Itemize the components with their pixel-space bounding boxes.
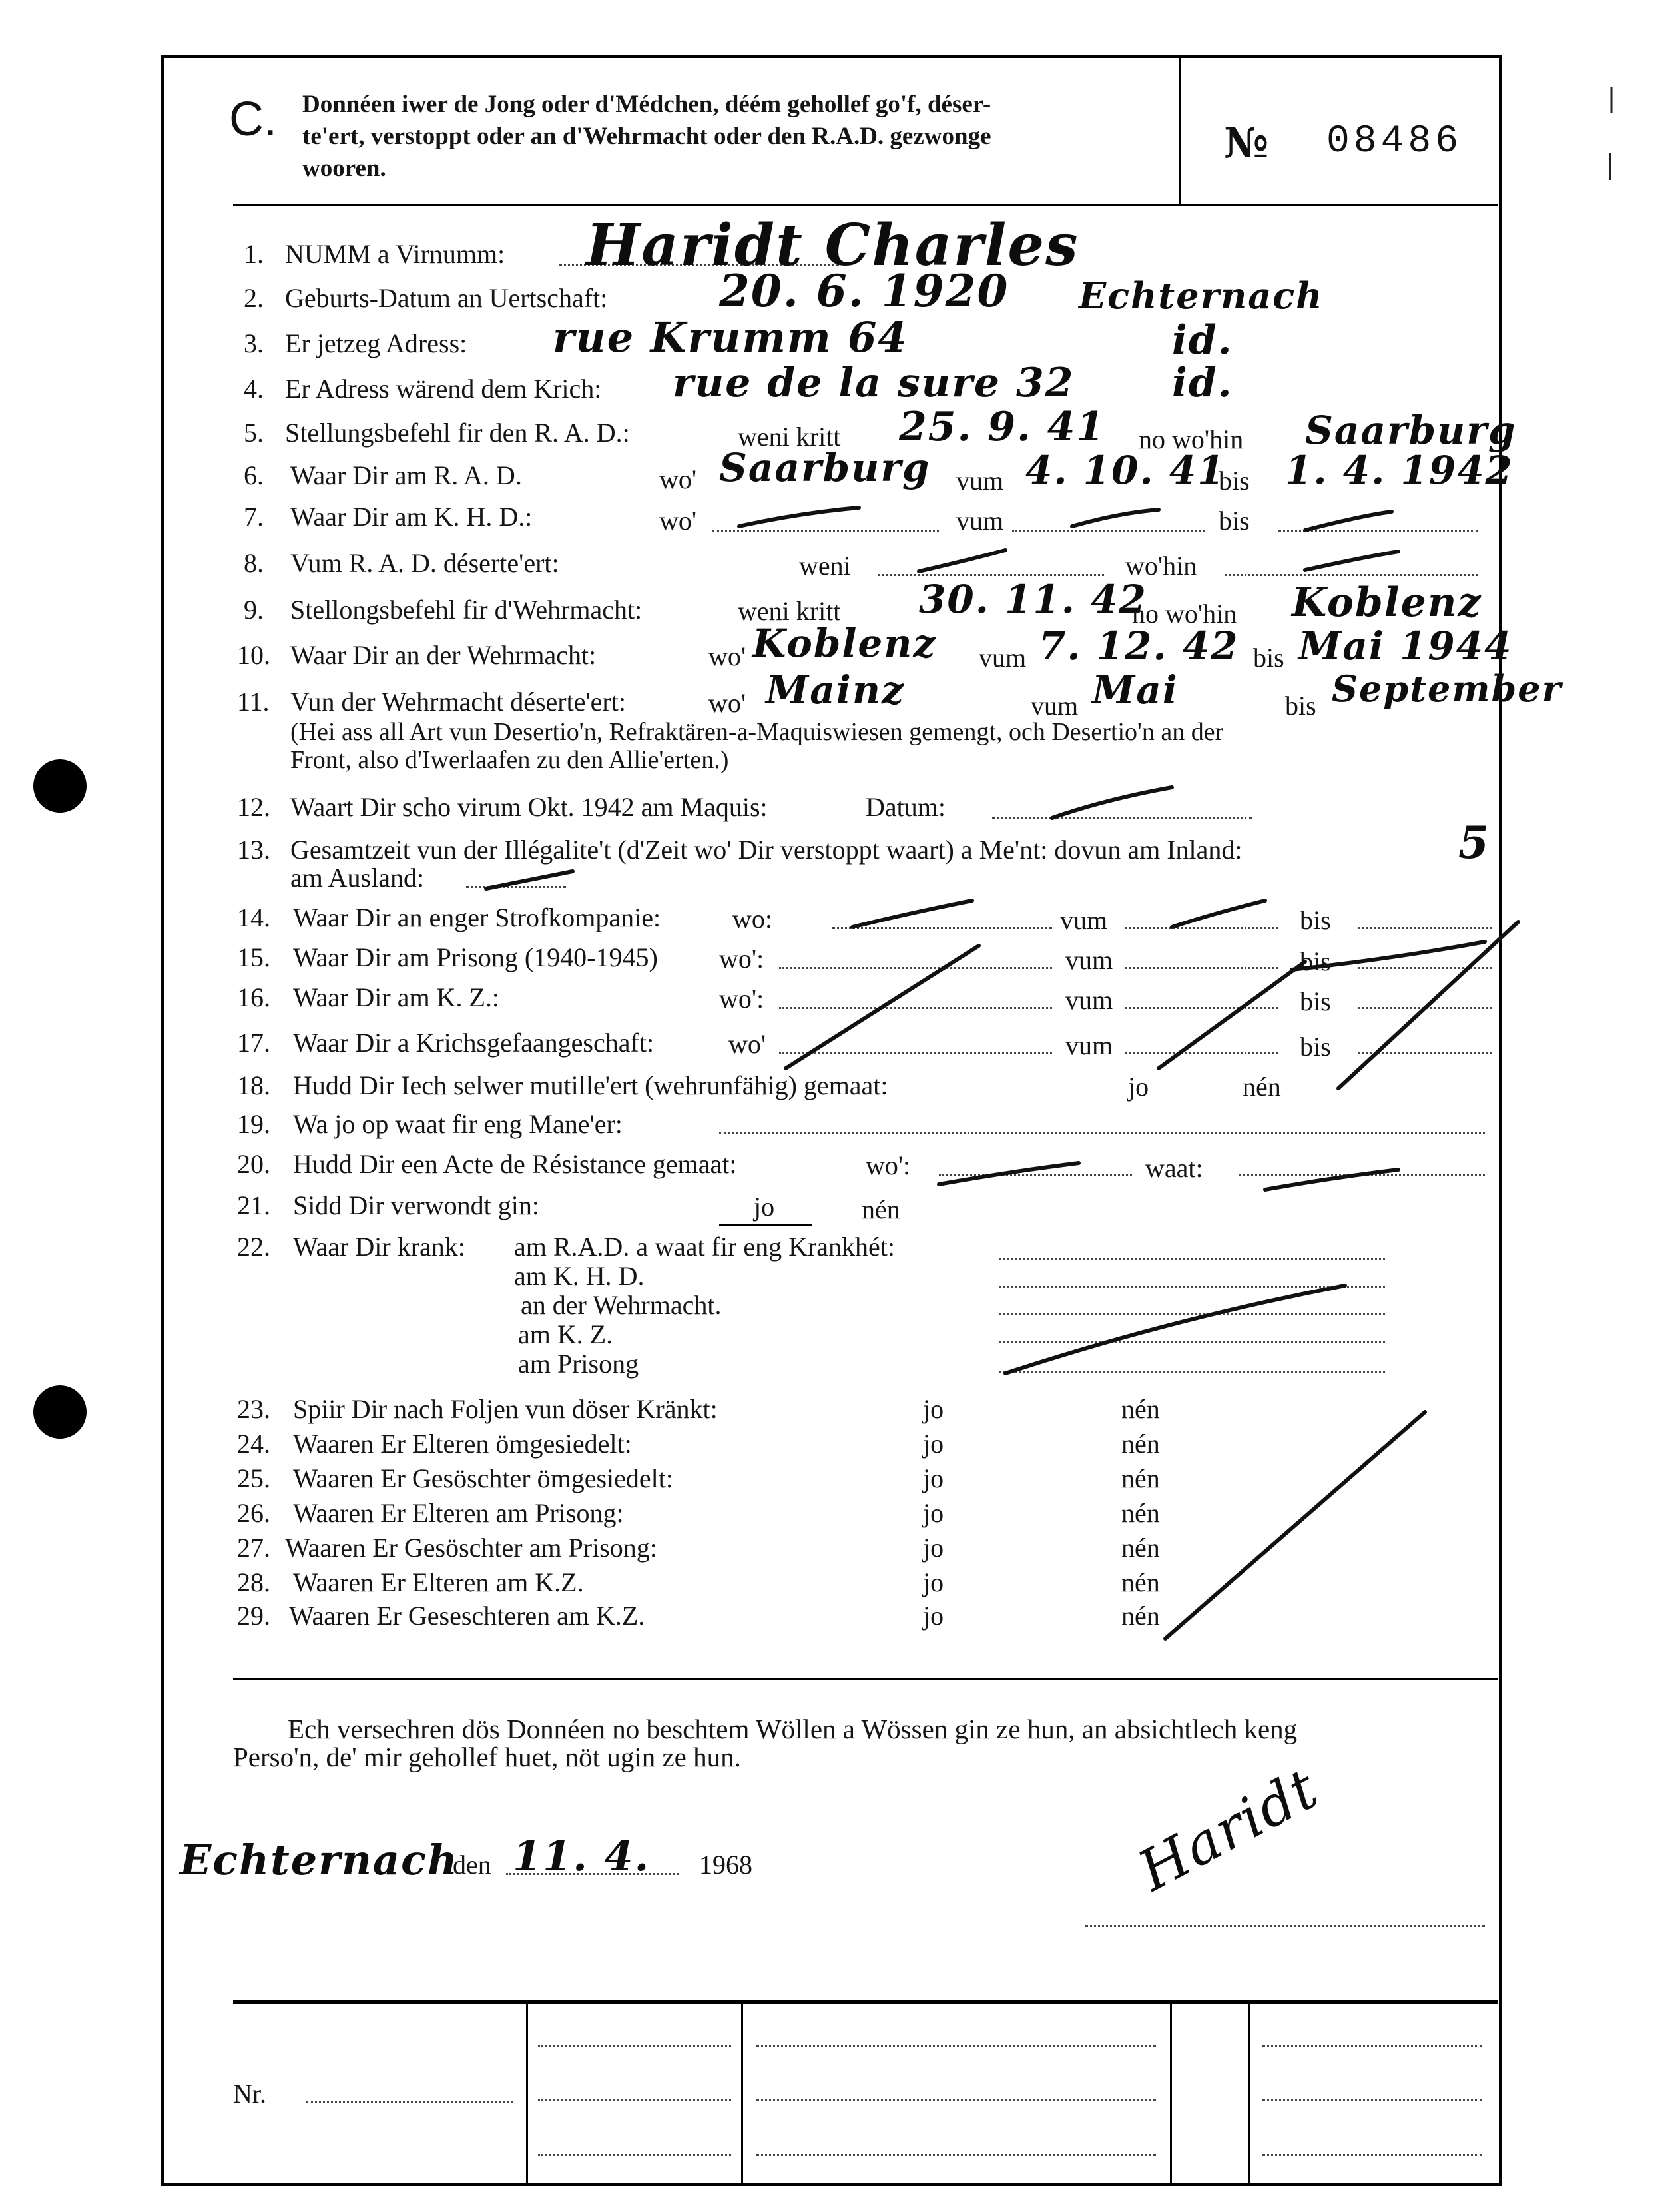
- footer-nr-label: Nr.: [233, 2079, 266, 2109]
- q11-wo-value[interactable]: Mainz: [766, 667, 905, 713]
- q9-wohin-value[interactable]: Koblenz: [1292, 579, 1482, 626]
- q29-jo[interactable]: jo: [923, 1601, 944, 1631]
- q12-stroke: [1052, 787, 1172, 818]
- q11-wo-label: wo': [708, 688, 746, 718]
- q25-label: Waaren Er Gesöschter ömgesiedelt:: [293, 1463, 673, 1493]
- q7-number: 7.: [244, 502, 264, 532]
- q14-17-bis-stroke: [1338, 922, 1518, 1088]
- q13-ausland-stroke: [486, 871, 573, 889]
- q8-wohin-stroke: [1305, 552, 1398, 570]
- q28-label: Waaren Er Elteren am K.Z.: [293, 1567, 584, 1597]
- q1-label: NUMM a Virnumm:: [285, 239, 505, 269]
- form-number: 08486: [1326, 120, 1463, 163]
- q10-label: Waar Dir an der Wehrmacht:: [290, 640, 597, 670]
- q7-wo-label: wo': [659, 506, 697, 536]
- q27-number: 27.: [237, 1533, 270, 1563]
- q2-birth-place[interactable]: Echternach: [1079, 274, 1324, 317]
- q7-vum-label: vum: [956, 506, 1004, 536]
- q23-jo[interactable]: jo: [923, 1394, 944, 1424]
- q18-label: Hudd Dir Iech selwer mutille'ert (wehrunfähig) gemaat:: [293, 1070, 888, 1100]
- q21-number: 21.: [237, 1190, 270, 1220]
- q18-jo[interactable]: jo: [1128, 1072, 1149, 1102]
- q11-number: 11.: [237, 687, 270, 717]
- q15-bis-label: bis: [1300, 946, 1331, 976]
- q9-wohin-label: no wo'hin: [1132, 599, 1237, 629]
- q29-nen[interactable]: nén: [1121, 1601, 1160, 1631]
- q4-wartime-address[interactable]: rue de la sure 32: [673, 360, 1075, 406]
- q22-sub-kz: am K. Z.: [518, 1319, 613, 1349]
- q23-label: Spiir Dir nach Foljen vun döser Kränkt:: [293, 1394, 718, 1424]
- q13-label: Gesamtzeit vun der Illégalite't (d'Zeit wo' Dir verstoppt waart) a Me'nt: dovun am Inland:: [290, 835, 1243, 865]
- q19-number: 19.: [237, 1109, 270, 1139]
- q16-wo-label: wo':: [719, 984, 764, 1014]
- q7-bis-label: bis: [1219, 506, 1250, 536]
- q7-wo-stroke: [739, 508, 859, 526]
- q2-label: Geburts-Datum an Uertschaft:: [285, 283, 608, 313]
- q16-number: 16.: [237, 982, 270, 1012]
- q18-nen[interactable]: nén: [1243, 1072, 1281, 1102]
- q17-wo-label: wo': [728, 1029, 766, 1059]
- q14-wo-label: wo:: [732, 904, 772, 934]
- q14-bis-label: bis: [1300, 905, 1331, 935]
- q14-number: 14.: [237, 903, 270, 932]
- q20-label: Hudd Dir een Acte de Résistance gemaat:: [293, 1149, 737, 1179]
- q6-number: 6.: [244, 460, 264, 490]
- q6-bis-value[interactable]: 1. 4. 1942: [1285, 448, 1514, 493]
- q24-nen[interactable]: nén: [1121, 1429, 1160, 1459]
- q11-vum-label: vum: [1031, 691, 1079, 721]
- q6-label: Waar Dir am R. A. D.: [290, 460, 522, 490]
- q7-vum-stroke: [1072, 510, 1159, 526]
- q17-vum-label: vum: [1065, 1030, 1113, 1060]
- q2-birth-date[interactable]: 20. 6. 1920: [719, 265, 1009, 317]
- q20-waat-label: waat:: [1145, 1153, 1203, 1183]
- q28-number: 28.: [237, 1567, 270, 1597]
- q3-label: Er jetzeg Adress:: [285, 328, 467, 358]
- q22-stroke: [1005, 1286, 1345, 1373]
- q21-label: Sidd Dir verwondt gin:: [293, 1190, 539, 1220]
- q5-weni-label: weni kritt: [738, 422, 841, 452]
- q24-number: 24.: [237, 1429, 270, 1459]
- q14-label: Waar Dir an enger Strofkompanie:: [293, 903, 661, 932]
- q8-wohin-label: wo'hin: [1125, 551, 1197, 581]
- q9-number: 9.: [244, 595, 264, 625]
- q4-city[interactable]: id.: [1172, 360, 1233, 406]
- form-title-line-1: Donnéen iwer de Jong oder d'Médchen, déém gehollef go'f, déser-: [302, 91, 991, 118]
- q14-wo-stroke: [852, 901, 972, 927]
- q27-nen[interactable]: nén: [1121, 1533, 1160, 1563]
- q23-number: 23.: [237, 1394, 270, 1424]
- q26-number: 26.: [237, 1498, 270, 1528]
- q28-jo[interactable]: jo: [923, 1567, 944, 1597]
- q14-vum-label: vum: [1060, 905, 1108, 935]
- signing-date[interactable]: 11. 4.: [513, 1832, 651, 1880]
- q1-number: 1.: [244, 239, 264, 269]
- q6-wo-value[interactable]: Saarburg: [719, 445, 931, 490]
- q26-jo[interactable]: jo: [923, 1498, 944, 1528]
- q22-number: 22.: [237, 1232, 270, 1262]
- q15-17-wo-stroke: [786, 946, 979, 1068]
- q6-vum-value[interactable]: 4. 10. 41: [1025, 448, 1226, 493]
- q16-vum-label: vum: [1065, 985, 1113, 1015]
- q10-bis-label: bis: [1253, 643, 1284, 673]
- q24-jo[interactable]: jo: [923, 1429, 944, 1459]
- q7-bis-stroke: [1305, 512, 1392, 530]
- q27-jo[interactable]: jo: [923, 1533, 944, 1563]
- q20-number: 20.: [237, 1149, 270, 1179]
- q11-label: Vun der Wehrmacht déserte'ert:: [290, 687, 626, 717]
- q11-bis-value[interactable]: September: [1332, 667, 1563, 710]
- q5-wohin-label: no wo'hin: [1139, 424, 1244, 454]
- q4-label: Er Adress wärend dem Krich:: [285, 374, 602, 404]
- declaration-line-2: Perso'n, de' mir gehollef huet, nöt ugin ze hun.: [233, 1742, 741, 1772]
- q3-city[interactable]: id.: [1172, 317, 1233, 364]
- q10-number: 10.: [237, 640, 270, 670]
- q15-bis-stroke: [1292, 942, 1485, 970]
- q15-vum-label: vum: [1065, 945, 1113, 975]
- declaration-line-1: Ech versechren dös Donnéen no beschtem Wöllen a Wössen gin ze hun, an absichtlech keng: [288, 1714, 1298, 1744]
- q28-nen[interactable]: nén: [1121, 1567, 1160, 1597]
- q12-number: 12.: [237, 792, 270, 822]
- q15-wo-label: wo':: [719, 944, 764, 974]
- q10-vum-value[interactable]: 7. 12. 42: [1039, 623, 1239, 669]
- q25-number: 25.: [237, 1463, 270, 1493]
- q11-vum-value[interactable]: Mai: [1092, 667, 1179, 713]
- q6-wo-label: wo': [659, 464, 697, 494]
- q8-label: Vum R. A. D. déserte'ert:: [290, 548, 559, 578]
- signature[interactable]: Haridt: [1127, 1755, 1329, 1904]
- q1-name-value[interactable]: Haridt Charles: [586, 212, 1079, 279]
- q19-label: Wa jo op waat fir eng Mane'er:: [293, 1109, 623, 1139]
- q24-label: Waaren Er Elteren ömgesiedelt:: [293, 1429, 632, 1459]
- q2-number: 2.: [244, 283, 264, 313]
- q26-label: Waaren Er Elteren am Prisong:: [293, 1498, 624, 1528]
- q9-weni-label: weni kritt: [738, 596, 841, 626]
- q5-label: Stellungsbefehl fir den R. A. D.:: [285, 418, 630, 448]
- den-label: den: [453, 1850, 491, 1880]
- q16-label: Waar Dir am K. Z.:: [293, 982, 499, 1012]
- q22-sub-khd: am K. H. D.: [514, 1261, 645, 1291]
- q13-inland-value[interactable]: 5: [1458, 817, 1490, 869]
- q6-bis-label: bis: [1219, 466, 1250, 496]
- q5-wohin-value[interactable]: Saarburg: [1305, 408, 1517, 453]
- q27-label: Waaren Er Gesöschter am Prisong:: [285, 1533, 657, 1563]
- q12-datum-label: Datum:: [866, 792, 946, 822]
- q29-number: 29.: [237, 1601, 270, 1631]
- q15-label: Waar Dir am Prisong (1940-1945): [293, 942, 658, 972]
- number-sign: №: [1224, 119, 1269, 167]
- q8-weni-stroke: [919, 550, 1005, 571]
- q25-nen[interactable]: nén: [1121, 1463, 1160, 1493]
- q12-label: Waart Dir scho virum Okt. 1942 am Maquis:: [290, 792, 768, 822]
- q22-sub-wehrmacht: an der Wehrmacht.: [521, 1290, 722, 1320]
- q6-vum-label: vum: [956, 466, 1004, 496]
- q22-label: Waar Dir krank:: [293, 1232, 465, 1262]
- q7-label: Waar Dir am K. H. D.:: [290, 502, 533, 532]
- q29-label: Waaren Er Geseschteren am K.Z.: [289, 1601, 645, 1631]
- q17-bis-label: bis: [1300, 1032, 1331, 1062]
- q13-number: 13.: [237, 835, 270, 865]
- q11-note-line-1: (Hei ass all Art vun Desertio'n, Refraktären-a-Maquiswiesen gemengt, och Desertio'n an der: [290, 718, 1224, 746]
- q25-jo[interactable]: jo: [923, 1463, 944, 1493]
- signing-year: 1968: [699, 1850, 752, 1880]
- q20-wo-label: wo':: [866, 1150, 911, 1180]
- q10-wo-label: wo': [708, 641, 746, 671]
- q11-note-line-2: Front, also d'Iwerlaafen zu den Allie'erten.): [290, 746, 729, 774]
- q9-weni-value[interactable]: 30. 11. 42: [919, 577, 1147, 622]
- section-letter: C.: [229, 93, 277, 146]
- q20-waat-stroke: [1265, 1170, 1398, 1190]
- q3-number: 3.: [244, 328, 264, 358]
- q8-weni-label: weni: [799, 551, 851, 581]
- q10-bis-value[interactable]: Mai 1944: [1298, 623, 1513, 669]
- q18-number: 18.: [237, 1070, 270, 1100]
- q21-nen[interactable]: nén: [862, 1194, 900, 1224]
- q22-sub-prisong: am Prisong: [518, 1349, 639, 1379]
- q3-address[interactable]: rue Krumm 64: [553, 313, 908, 362]
- q10-wo-value[interactable]: Koblenz: [752, 621, 937, 666]
- q15-number: 15.: [237, 942, 270, 972]
- q4-number: 4.: [244, 374, 264, 404]
- q26-nen[interactable]: nén: [1121, 1498, 1160, 1528]
- q16-17-vum-stroke: [1159, 962, 1305, 1068]
- q16-bis-label: bis: [1300, 986, 1331, 1016]
- q17-label: Waar Dir a Krichsgefaangeschaft:: [293, 1028, 655, 1058]
- q23-nen[interactable]: nén: [1121, 1394, 1160, 1424]
- q5-number: 5.: [244, 418, 264, 448]
- q11-bis-label: bis: [1285, 691, 1316, 721]
- q5-weni-value[interactable]: 25. 9. 41: [899, 404, 1106, 450]
- form-title-line-3: wooren.: [302, 155, 386, 182]
- q22-sub-rad: am R.A.D. a waat fir eng Krankhét:: [514, 1232, 896, 1262]
- q10-vum-label: vum: [979, 643, 1027, 673]
- q20-wo-stroke: [939, 1163, 1079, 1184]
- signing-place[interactable]: Echternach: [180, 1836, 459, 1884]
- q8-number: 8.: [244, 548, 264, 578]
- q13-ausland-label: am Ausland:: [290, 863, 425, 893]
- q21-jo[interactable]: jo: [754, 1192, 775, 1222]
- q9-label: Stellongsbefehl fir d'Wehrmacht:: [290, 595, 643, 625]
- form-title-line-2: te'ert, verstoppt oder an d'Wehrmacht oder den R.A.D. gezwonge: [302, 123, 991, 150]
- q17-number: 17.: [237, 1028, 270, 1058]
- q23-29-stroke: [1165, 1412, 1425, 1639]
- q14-vum-stroke: [1172, 901, 1265, 927]
